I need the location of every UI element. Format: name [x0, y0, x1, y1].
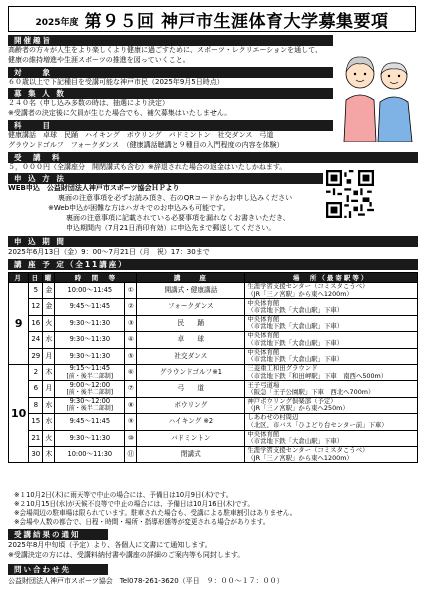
- place-cell: [245, 414, 418, 430]
- day-cell: 2: [29, 364, 43, 380]
- purpose-heading: 開催趣旨: [8, 35, 333, 46]
- place-access: （JR「三ノ宮駅」から東へ1200m）: [247, 289, 353, 298]
- day-cell: 6: [29, 381, 43, 397]
- table-row: [9, 299, 418, 315]
- day-cell: 12: [29, 299, 43, 315]
- fee-line-1: ５，０００円（全講座分 開閉講式も含む）※辞退された場合の返金はいたしかねます。: [8, 163, 287, 171]
- time-cell: 9:30～11:30: [55, 430, 125, 446]
- time-note: [前・後半二部制]: [66, 389, 114, 397]
- place-access: （JR「三ノ宮駅」から東へ250m）: [247, 404, 349, 413]
- subjects-line-1: 健康講話 卓球 民踊 ハイキング ボウリング バドミントン 社交ダンス 弓道: [8, 131, 274, 139]
- place-cell: [245, 299, 418, 315]
- fee-heading: 受 講 料: [8, 152, 418, 163]
- place-access: （市営地下鉄「大倉山駅」下車）: [247, 322, 344, 331]
- notice-line-1: 2025年8月中旬頃（予定）より、各個人に文書にて通知します。: [8, 541, 212, 549]
- time-cell: 9:30～11:30: [55, 348, 125, 364]
- place-cell: [245, 348, 418, 364]
- day-cell: 5: [29, 283, 43, 299]
- place-cell: [245, 332, 418, 348]
- time-cell: 10:00～11:30: [55, 446, 125, 462]
- header-place: 場 所（最寄駅等）: [245, 273, 418, 283]
- contact-line: 公益財団法人神戸市スポーツ協会 Tel078-261-3620（平日 ９：００～１７：００）: [8, 577, 284, 585]
- time-note: [前・後半二部制]: [66, 372, 114, 380]
- title-year: 2025年度: [35, 17, 79, 28]
- lecture-cell: ハイキング ※2: [137, 414, 245, 430]
- month-cell: 9: [9, 283, 29, 365]
- weekday-cell: 水: [43, 414, 55, 430]
- day-cell: 29: [29, 348, 43, 364]
- time-cell: 10:00～11:45: [55, 283, 125, 299]
- lecture-number: ④: [125, 332, 137, 348]
- apply-line-3: ※Web申込が困難な方はハガキでのお申込みも可能です。: [48, 204, 230, 212]
- apply-line-2: 裏面の注意事項を必ずお読み頂き、右のQRコードからお申し込みください: [58, 194, 293, 202]
- place-name: 中央体育館: [247, 315, 280, 324]
- place-name: 王子弓道場: [247, 380, 280, 389]
- header-day: 日: [29, 273, 43, 283]
- time-cell: [55, 364, 125, 380]
- lecture-number: ⑤: [125, 348, 137, 364]
- lecture-cell: 開講式・健康講話: [137, 283, 245, 299]
- time-cell: [55, 397, 125, 413]
- place-access: （市営地下鉄「大倉山駅」下車）: [247, 437, 344, 446]
- place-access: （JR「三ノ宮駅」から東へ1200m）: [247, 453, 353, 462]
- contact-heading: 問い合わせ先: [8, 564, 108, 575]
- place-cell: [245, 283, 418, 299]
- place-access: （市営地下鉄「和田岬駅」下車 南西へ500m）: [247, 371, 388, 380]
- day-cell: 16: [29, 315, 43, 331]
- place-cell: [245, 430, 418, 446]
- day-cell: 15: [29, 414, 43, 430]
- lecture-cell: グラウンドゴルフ※1: [137, 364, 245, 380]
- time-value: 9:15～11:45: [69, 364, 111, 373]
- lecture-number: ①: [125, 283, 137, 299]
- weekday-cell: 金: [43, 283, 55, 299]
- time-cell: 9:30～11:30: [55, 332, 125, 348]
- place-name: 中央体育館: [247, 347, 280, 356]
- header-time: 時 間 等: [55, 273, 137, 283]
- header-month: 月: [9, 273, 29, 283]
- weekday-cell: 月: [43, 348, 55, 364]
- place-name: 中央体育館: [247, 331, 280, 340]
- lecture-number: ⑪: [125, 446, 137, 462]
- place-access: （北区、市バス「ひよどり台センター前」下車）: [247, 420, 388, 429]
- time-value: 9:00～12:00: [69, 380, 111, 389]
- target-line-1: ６０歳以上で下記種目を受講可能な神戸市民（2025年9月5日時点）: [8, 78, 224, 86]
- lecture-cell: 弓 道: [137, 381, 245, 397]
- place-name: 神戸ボウリング倶楽部（予定）: [247, 397, 337, 406]
- weekday-cell: 火: [43, 315, 55, 331]
- capacity-heading: 募 集 人 数: [8, 88, 333, 99]
- weekday-cell: 木: [43, 446, 55, 462]
- place-access: （阪急「王子公園駅」下車 西北へ700m）: [247, 388, 375, 397]
- header-weekday: 曜: [44, 274, 54, 282]
- day-cell: 30: [29, 446, 43, 462]
- lecture-cell: 卓 球: [137, 332, 245, 348]
- day-cell: 8: [29, 397, 43, 413]
- time-cell: 9:30～11:30: [55, 315, 125, 331]
- target-heading: 対 象: [8, 67, 333, 78]
- subjects-heading: 科 目: [8, 120, 333, 131]
- place-name: 中央体育館: [247, 429, 280, 438]
- period-line-1: 2025年6月13日（金）9：00～7月21日（月 祝）17：30まで: [8, 248, 210, 256]
- elderly-couple-illustration: [338, 44, 418, 142]
- table-row: [9, 348, 418, 364]
- table-row: [9, 315, 418, 331]
- time-note: [前・後半二部制]: [66, 405, 114, 413]
- header-lecture: 講 座: [137, 273, 245, 283]
- place-name: 三菱重工和田グラウンド: [247, 364, 318, 373]
- place-name: しあわせの村周辺: [247, 413, 299, 422]
- lecture-cell: 閉講式: [137, 446, 245, 462]
- place-cell: [245, 397, 418, 413]
- note-1: ※１10月2日(木)に雨天等で中止の場合には、予備日は10月9日(木)です。: [14, 491, 233, 499]
- lecture-cell: 民 踊: [137, 315, 245, 331]
- table-row: [9, 397, 418, 413]
- lecture-cell: ボウリング: [137, 397, 245, 413]
- notice-heading: 受講結果の通知: [8, 529, 108, 540]
- weekday-cell: 火: [43, 430, 55, 446]
- weekday-cell: 月: [43, 381, 55, 397]
- place-cell: [245, 446, 418, 462]
- lecture-number: ⑧: [125, 397, 137, 413]
- weekday-cell: 木: [43, 364, 55, 380]
- lecture-number: ⑥: [125, 364, 137, 380]
- place-name: 生涯学習支援センター（コミスタこうべ）: [247, 446, 369, 455]
- weekday-cell: 水: [43, 332, 55, 348]
- apply-line-4: 裏面の注意事項に記載されている必要事項を漏れなくお書きいただき、: [66, 214, 290, 222]
- lecture-number: ⑦: [125, 381, 137, 397]
- weekday-cell: 金: [43, 299, 55, 315]
- lecture-number: ⑨: [125, 414, 137, 430]
- place-access: （市営地下鉄「大倉山駅」下車）: [247, 338, 344, 347]
- capacity-line-2: ※受講者の決定後に欠員が生じた場合でも、補欠募集はいたしません。: [8, 109, 232, 117]
- note-3: ※会場周辺の駐車場は限られています。駐車された場合も、受講による駐車割引はありません。: [14, 509, 297, 517]
- schedule-heading: 講 座 予 定（全11講座）: [8, 259, 418, 270]
- time-cell: [55, 381, 125, 397]
- lecture-number: ②: [125, 299, 137, 315]
- qr-code[interactable]: [326, 170, 374, 218]
- period-heading: 申 込 期 間: [8, 236, 418, 247]
- lecture-cell: フォークダンス: [137, 299, 245, 315]
- purpose-line-1: 高齢者の方々が人生をより楽しくより健康に過ごすために、スポーツ・レクリエーションを通して、: [8, 46, 323, 54]
- lecture-cell: 社交ダンス: [137, 348, 245, 364]
- lecture-cell: バドミントン: [137, 430, 245, 446]
- capacity-line-1: ２４０名（申し込み多数の時は、抽選により決定）: [8, 99, 169, 107]
- table-row: [9, 283, 418, 299]
- lecture-number: ⑩: [125, 430, 137, 446]
- notice-line-2: ※受講決定の方には、受講料納付書や講座の詳細のご案内等も同封します。: [8, 551, 245, 559]
- day-cell: 24: [29, 332, 43, 348]
- place-access: （市営地下鉄「大倉山駅」下車）: [247, 355, 344, 364]
- note-2: ※２10月15日(水)が天候不良等で中止の場合には、予備日は10月16日(木)です。: [14, 500, 255, 508]
- time-value: 9:30～12:00: [69, 397, 111, 406]
- note-4: ※会場や人数の都合で、日程・時間・場所・指導形態等が変更される場合があります。: [14, 518, 270, 526]
- apply-heading: 申 込 方 法: [8, 173, 323, 184]
- apply-line-5: 申込期間内（7月21日消印有効）に申込先まで郵送してください。: [66, 224, 276, 232]
- table-row: [9, 446, 418, 462]
- time-cell: 9:45～11:45: [55, 299, 125, 315]
- place-cell: [245, 364, 418, 380]
- place-access: （市営地下鉄「大倉山駅」下車）: [247, 306, 344, 315]
- table-row: [9, 414, 418, 430]
- table-row: [9, 381, 418, 397]
- weekday-cell: 水: [43, 397, 55, 413]
- apply-line-1: WEB申込 公益財団法人神戸市スポーツ協会ＨＰより: [8, 184, 180, 192]
- place-name: 中央体育館: [247, 298, 280, 307]
- place-cell: [245, 315, 418, 331]
- month-cell: 10: [9, 364, 29, 462]
- place-name: 生涯学習支援センター（コミスタこうべ）: [247, 282, 369, 291]
- title-bar: [8, 6, 416, 32]
- purpose-line-2: 健康の維持増進や生涯スポーツの推進を図っていくこと。: [8, 56, 190, 64]
- table-row: [9, 364, 418, 380]
- day-cell: 21: [29, 430, 43, 446]
- page-title: 第９５回 神戸市生涯体育大学募集要項: [84, 11, 389, 32]
- time-cell: 9:45～11:45: [55, 414, 125, 430]
- table-header-row: [9, 273, 418, 283]
- lecture-number: ③: [125, 315, 137, 331]
- table-row: [9, 430, 418, 446]
- place-cell: [245, 381, 418, 397]
- table-row: [9, 332, 418, 348]
- subjects-line-2: グラウンドゴルフ フォークダンス （健康講話聴講と９種目の入門程度の内容を体験）: [8, 141, 284, 149]
- schedule-table: [8, 272, 418, 463]
